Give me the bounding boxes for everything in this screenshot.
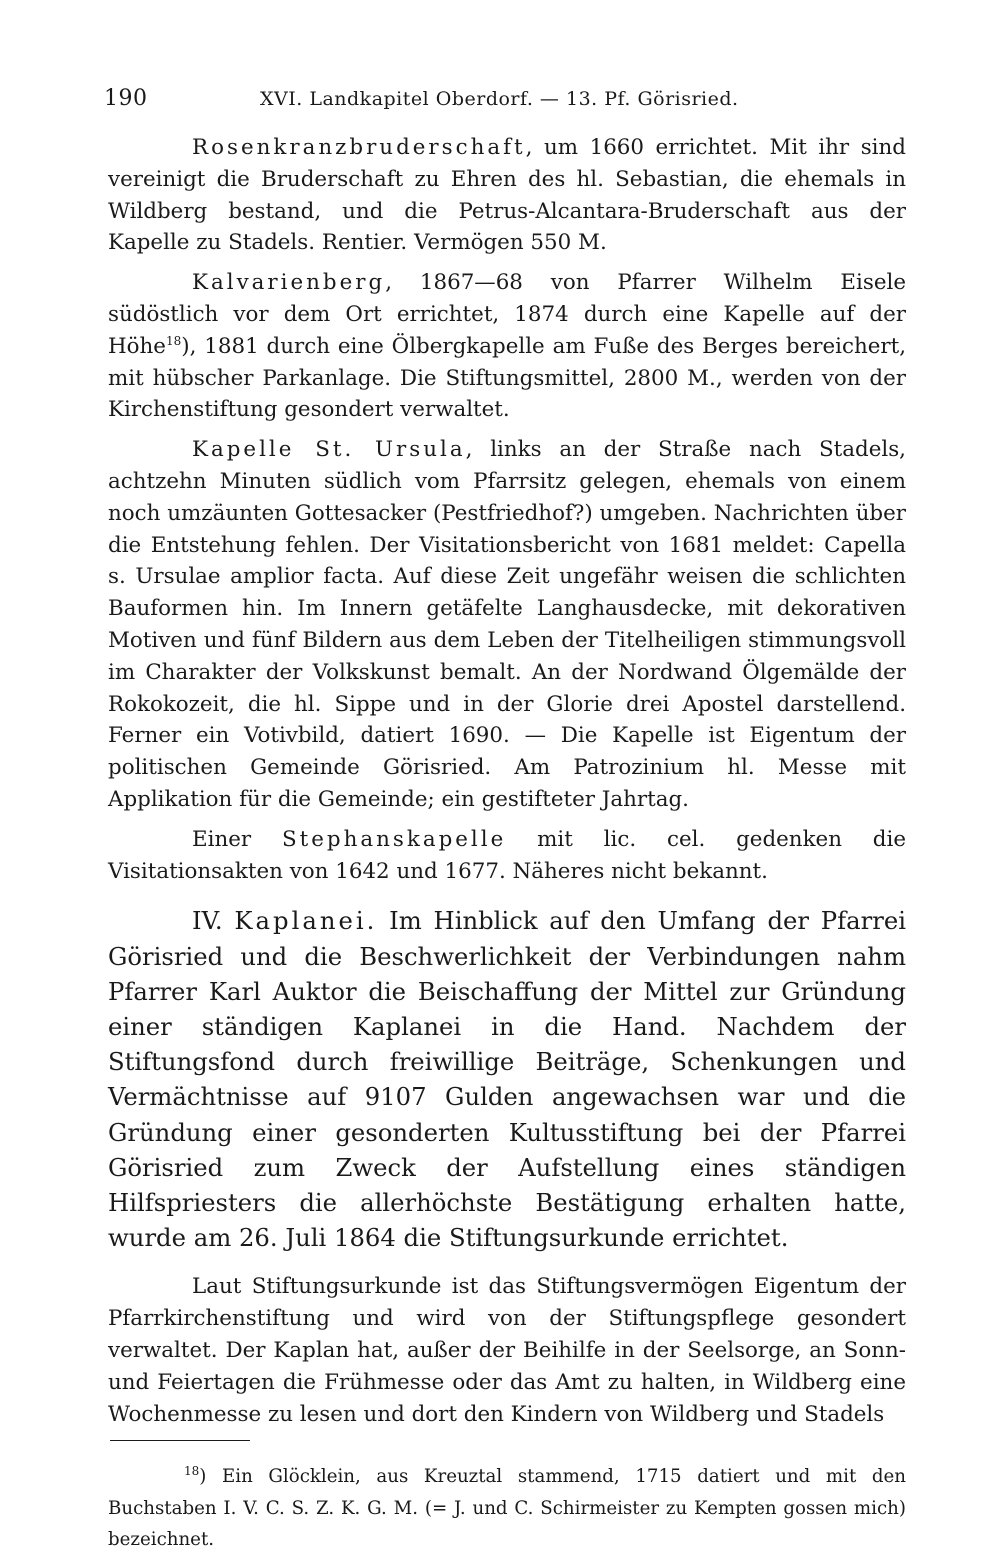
section-small-type-2	[108, 1271, 906, 1430]
paragraph-text: ), 1881 durch eine Ölbergkapelle am Fuße des Berges bereichert, mit hübscher Parkanlage. Die Stiftungsmittel, 2800 M., werden von der Kirchenstiftung gesondert verwaltet.	[108, 333, 906, 423]
spaced-term: Kapelle St. Ursula	[192, 437, 466, 463]
paragraph-kaplanei	[108, 903, 906, 1255]
spaced-term: Rosenkranzbruderschaft	[192, 135, 526, 160]
spaced-term: Kaplanei.	[234, 906, 378, 936]
paragraph-text: Laut Stiftungsurkunde ist das Stiftungsvermögen Eigentum der Pfarrkirchenstiftung und wird von der Stiftungspflege gesondert verwaltet. Der Kaplan hat, außer der Beihilfe in der Seelsorge, an Sonn- und Feiertagen die Frühmesse oder das Amt zu halten, in Wildberg eine Wochenmesse zu lesen und dort den Kindern von Wildberg und Stadels	[108, 1274, 906, 1427]
footnote-text: ) Ein Glöcklein, aus Kreuztal stammend, 1715 datiert und mit den Buchstaben I. V. C. S. Z. K. G. M. (= J. und C. Schirmeister zu Kempten gossen mich) bezeichnet.	[108, 1466, 906, 1551]
page-header	[104, 86, 906, 122]
page-body	[108, 132, 906, 1556]
footnote-paragraph	[108, 1461, 906, 1556]
paragraph-text: , 1867—68 von Pfarrer Wilhelm Eisele südöstlich vor dem Ort errichtet, 1874 durch eine Kapelle auf der Höhe	[108, 270, 906, 359]
footnote-marker: 18	[184, 1464, 200, 1479]
paragraph-kapelle-st-ursula	[108, 434, 906, 816]
section-small-type	[108, 132, 906, 887]
running-head: XVI. Landkapitel Oberdorf. — 13. Pf. Görisried.	[260, 88, 739, 110]
footnote-reference: 18	[165, 333, 182, 348]
paragraph-text: mit lic. cel. gedenken die Visitationsakten von 1642 und 1677. Näheres nicht bekannt.	[108, 826, 907, 884]
paragraph-text: Im Hinblick auf den Umfang der Pfarrei Görisried und die Beschwerlichkeit der Verbindungen nahm Pfarrer Karl Auktor die Beischaffung der Mittel zur Gründung einer ständigen Kaplanei in die Hand. Nachdem der Stiftungsfond durch freiwillige Beiträge, Schenkungen und Vermächtnisse auf 9107 Gulden angewachsen war und die Gründung einer gesonderten Kultusstiftung bei der Pfarrei Görisried zum Zweck der Aufstellung eines ständigen Hilfspriesters die allerhöchste Bestätigung erhalten hatte, wurde am 26. Juli 1864 die Stiftungsurkunde errichtet.	[108, 906, 907, 1253]
paragraph-text: Einer	[192, 826, 282, 852]
page-number: 190	[104, 86, 148, 111]
paragraph-kalvarienberg	[108, 267, 906, 426]
paragraph-stiftungsurkunde	[108, 1271, 906, 1430]
footnote-separator	[110, 1440, 250, 1441]
paragraph-text: , um 1660 errichtet. Mit ihr sind vereinigt die Bruderschaft zu Ehren des hl. Sebastian, die ehemals in Wildberg bestand, und die Petrus-Alcantara-Bruderschaft aus der Kapelle zu Stadels. Rentier. Vermögen 550 M.	[108, 135, 906, 256]
paragraph-text: , links an der Straße nach Stadels, achtzehn Minuten südlich vom Pfarrsitz gelegen, ehemals von einem noch umzäunten Gottesacker (Pestfriedhof?) umgeben. Nachrichten über die Entstehung fehlen. Der Visitationsbericht von 1681 meldet: Capella s. Ursulae amplior facta. Auf diese Zeit ungefähr weisen die schlichten Bauformen hin. Im Innern getäfelte Langhausdecke, mit dekorativen Motiven und fünf Bildern aus dem Leben der Titelheiligen stimmungsvoll im Charakter der Volkskunst bemalt. An der Nordwand Ölgemälde der Rokokozeit, die hl. Sippe und in der Glorie drei Apostel darstellend. Ferner ein Votivbild, datiert 1690. — Die Kapelle ist Eigentum der politischen Gemeinde Görisried. Am Patrozinium hl. Messe mit Applikation für die Gemeinde; ein gestifteter Jahrtag.	[108, 437, 906, 812]
footnote	[108, 1461, 906, 1556]
spaced-term: Stephanskapelle	[281, 826, 507, 852]
paragraph-rosenkranzbruderschaft	[108, 132, 906, 259]
paragraph-stephanskapelle	[108, 824, 906, 888]
section-large-type	[108, 903, 906, 1255]
section-numeral: IV.	[192, 906, 235, 936]
spaced-term: Kalvarienberg	[192, 270, 386, 296]
